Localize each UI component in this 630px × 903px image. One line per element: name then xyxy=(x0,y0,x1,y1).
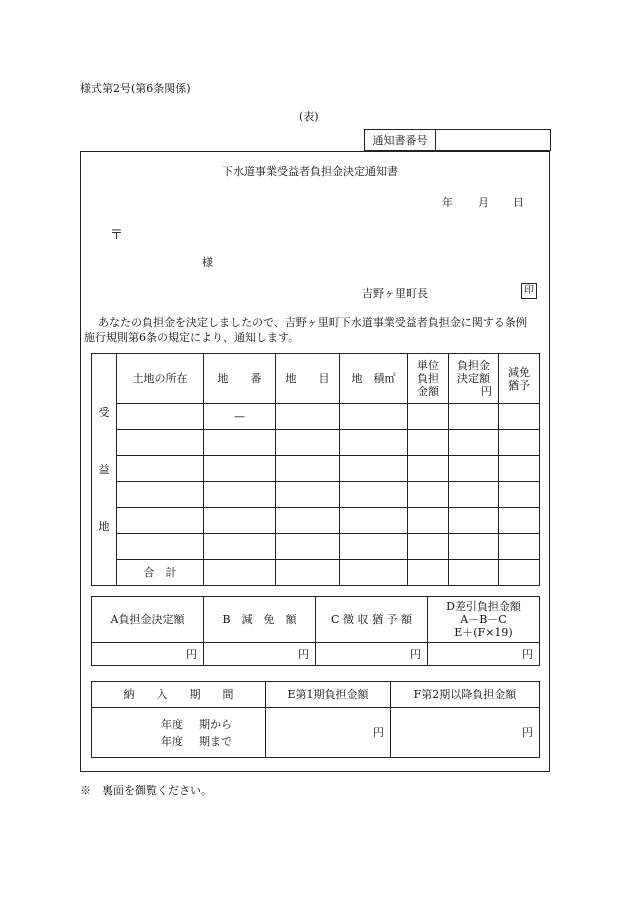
location-cell[interactable] xyxy=(117,430,204,456)
category-cell[interactable] xyxy=(276,430,340,456)
lot-cell[interactable]: — xyxy=(204,404,276,430)
amount-cell[interactable] xyxy=(449,534,499,560)
land-row xyxy=(92,482,540,508)
date-day: 日 xyxy=(513,196,524,209)
header-exemption: 減免 猶予 xyxy=(499,354,540,404)
notice-number-label: 通知書番号 xyxy=(365,130,436,151)
first-installment-value[interactable]: 円 xyxy=(266,708,391,758)
unit-cell[interactable] xyxy=(408,456,449,482)
header-decided-amount: 負担金 決定額 円 xyxy=(449,354,499,404)
footer-note: ※ 裏面を御覧ください。 xyxy=(80,784,212,797)
amount-cell[interactable] xyxy=(449,430,499,456)
land-row xyxy=(92,404,540,430)
lot-cell[interactable] xyxy=(204,508,276,534)
unit-cell[interactable] xyxy=(408,534,449,560)
side-indicator: (表) xyxy=(299,110,319,123)
form-number-label: 様式第2号(第6条関係) xyxy=(80,82,191,95)
area-cell[interactable] xyxy=(340,534,408,560)
reduction-amount-value[interactable]: 円 xyxy=(204,643,316,666)
amount-cell[interactable] xyxy=(449,508,499,534)
land-row xyxy=(92,456,540,482)
payment-period-header: 納 入 期 間 xyxy=(92,682,266,708)
category-cell[interactable] xyxy=(276,404,340,430)
amount-cell[interactable] xyxy=(449,456,499,482)
to-period: 期まで xyxy=(199,734,232,748)
category-cell[interactable] xyxy=(276,534,340,560)
from-period: 期から xyxy=(199,717,232,731)
date-month: 月 xyxy=(478,196,489,209)
unit-cell[interactable] xyxy=(408,430,449,456)
exempt-cell[interactable] xyxy=(499,534,540,560)
decided-amount-value[interactable]: 円 xyxy=(92,643,204,666)
exempt-cell[interactable] xyxy=(499,482,540,508)
amount-cell[interactable] xyxy=(449,404,499,430)
decided-amount-header: A負担金決定額 xyxy=(92,597,204,643)
issuer-name: 吉野ヶ里町長 xyxy=(362,287,428,300)
honorific: 様 xyxy=(202,256,213,269)
net-amount-value[interactable]: 円 xyxy=(428,643,540,666)
exempt-cell[interactable] xyxy=(499,508,540,534)
amount-table xyxy=(91,596,540,666)
header-land-category: 地 目 xyxy=(276,354,340,404)
later-installment-header: F第2期以降負担金額 xyxy=(391,682,540,708)
reduction-amount-header: B 減 免 額 xyxy=(204,597,316,643)
first-installment-header: E第1期負担金額 xyxy=(266,682,391,708)
area-cell[interactable] xyxy=(340,456,408,482)
area-cell[interactable] xyxy=(340,508,408,534)
deferral-amount-value[interactable]: 円 xyxy=(316,643,428,666)
exempt-cell[interactable] xyxy=(499,456,540,482)
total-category-cell xyxy=(276,560,340,586)
header-location: 土地の所在 xyxy=(117,354,204,404)
area-cell[interactable] xyxy=(340,404,408,430)
notice-number-field[interactable] xyxy=(436,130,551,151)
amount-cell[interactable] xyxy=(449,482,499,508)
later-installment-value[interactable]: 円 xyxy=(391,708,540,758)
postal-mark: 〒 xyxy=(110,228,124,243)
lot-cell[interactable] xyxy=(204,456,276,482)
from-fiscal-year: 年度 xyxy=(161,717,183,731)
date-year: 年 xyxy=(442,196,453,209)
area-cell[interactable] xyxy=(340,482,408,508)
land-table xyxy=(91,353,540,586)
total-unit-cell xyxy=(408,560,449,586)
location-cell[interactable] xyxy=(117,456,204,482)
body-text-line1: あなたの負担金を決定しましたので、吉野ヶ里町下水道事業受益者負担金に関する条例 xyxy=(98,316,527,329)
total-area-cell[interactable] xyxy=(340,560,408,586)
total-amount-cell[interactable] xyxy=(449,560,499,586)
lot-cell[interactable] xyxy=(204,482,276,508)
location-cell[interactable] xyxy=(117,508,204,534)
payment-table xyxy=(91,681,540,758)
header-land-area: 地 積㎡ xyxy=(340,354,408,404)
seal-mark: 印 xyxy=(521,283,537,299)
land-row xyxy=(92,534,540,560)
exempt-cell[interactable] xyxy=(499,404,540,430)
land-row xyxy=(92,508,540,534)
unit-cell[interactable] xyxy=(408,404,449,430)
category-cell[interactable] xyxy=(276,508,340,534)
total-row xyxy=(92,560,540,586)
total-lot-cell xyxy=(204,560,276,586)
document-title: 下水道事業受益者負担金決定通知書 xyxy=(222,165,398,178)
lot-cell[interactable] xyxy=(204,534,276,560)
header-lot-number: 地 番 xyxy=(204,354,276,404)
lot-cell[interactable] xyxy=(204,430,276,456)
exempt-cell[interactable] xyxy=(499,430,540,456)
land-row xyxy=(92,430,540,456)
category-cell[interactable] xyxy=(276,456,340,482)
notice-number-box xyxy=(364,129,551,151)
unit-cell[interactable] xyxy=(408,508,449,534)
location-cell[interactable] xyxy=(117,534,204,560)
beneficiary-land-label: 受 益 地 xyxy=(92,354,117,586)
body-text-line2: 施行規則第6条の規定により、通知します。 xyxy=(84,331,300,344)
unit-cell[interactable] xyxy=(408,482,449,508)
total-label: 合 計 xyxy=(117,560,204,586)
header-unit-charge: 単位 負担 金額 xyxy=(408,354,449,404)
payment-period-cell[interactable] xyxy=(92,708,266,758)
deferral-amount-header: C 徴 収 猶 予 額 xyxy=(316,597,428,643)
net-amount-header: D差引負担金額 A－B－C E＋(F×19) xyxy=(428,597,540,643)
area-cell[interactable] xyxy=(340,430,408,456)
location-cell[interactable] xyxy=(117,404,204,430)
category-cell[interactable] xyxy=(276,482,340,508)
location-cell[interactable] xyxy=(117,482,204,508)
total-exempt-cell[interactable] xyxy=(499,560,540,586)
to-fiscal-year: 年度 xyxy=(161,734,183,748)
